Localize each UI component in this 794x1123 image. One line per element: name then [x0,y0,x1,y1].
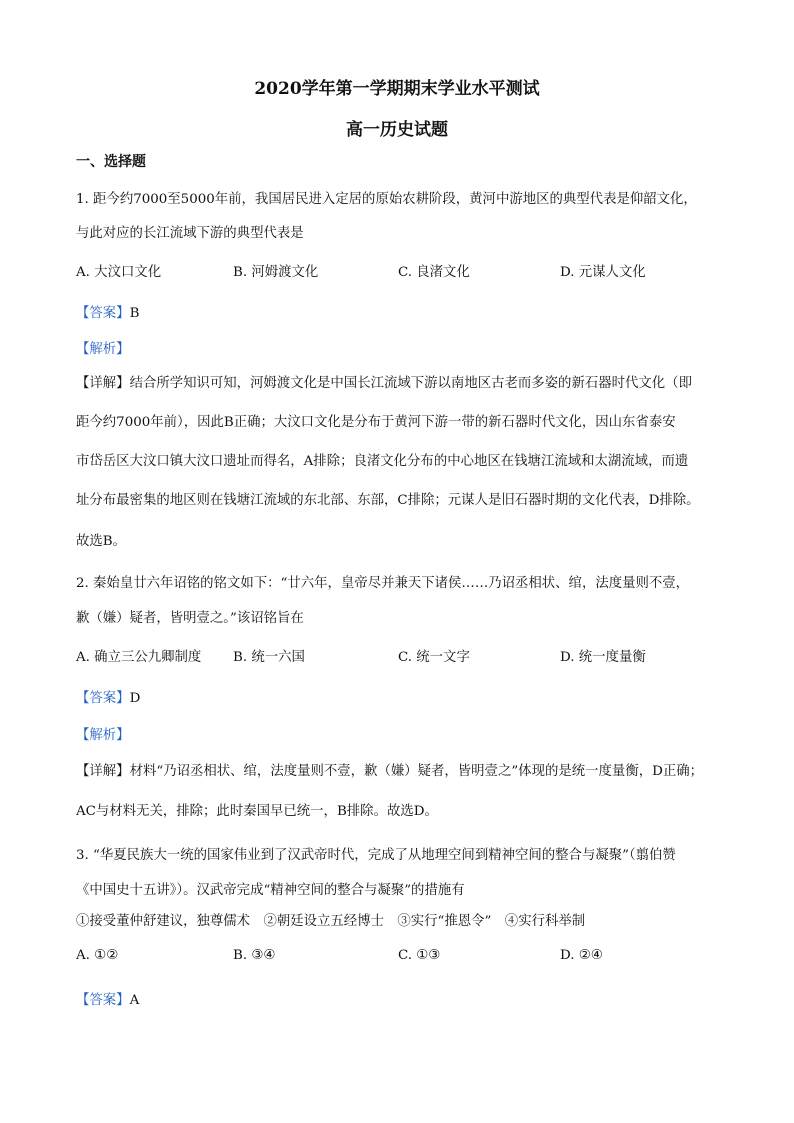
answer-tag: 【答案】 [76,993,130,1008]
q3-stem-line2: 《中国史十五讲》）。汉武帝完成“精神空间的整合与凝聚”的措施有 [76,883,465,898]
q2-stem-line1: 2. 秦始皇廿六年诏铭的铭文如下：“廿六年，皇帝尽并兼天下诸侯……乃诏丞相状、绾，法度量则不壹， [76,576,690,591]
q1-stem-line2: 与此对应的长江流域下游的典型代表是 [76,226,304,241]
q1-option-b: B. 河姆渡文化 [233,265,319,280]
q2-option-a: A. 确立三公九卿制度 [76,650,202,665]
q2-detail-line1 [76,760,703,779]
q3-option-a: A. ①② [76,948,119,963]
q2-detail-line2: AC与材料无关，排除；此时秦国早已统一，B排除。故选D。 [76,804,438,819]
q1-answer: B [129,306,140,321]
q2-analysis-tag: 【解析】 [76,728,130,743]
q3-stem-line1: 3. “华夏民族大一统的国家伟业到了汉武帝时代，完成了从地理空间到精神空间的整合与凝聚”（翦伯赞 [76,848,676,863]
q1-detail-line2: 距今约7000年前），因此B正确；大汶口文化是分布于黄河下游一带的新石器时代文化，因山东省泰安 [76,415,676,430]
q2-option-d: D. 统一度量衡 [560,650,646,665]
q1-detail-text1: 结合所学知识可知，河姆渡文化是中国长江流域下游以南地区古老而多姿的新石器时代文化（即 [129,376,692,391]
q1-option-a: A. 大汶口文化 [76,265,162,280]
q3-option-b: B. ③④ [233,948,276,963]
document-subtitle: 高一历史试题 [346,120,448,140]
q1-option-c: C. 良渚文化 [398,265,470,280]
q1-analysis-tag: 【解析】 [76,342,130,357]
q2-option-b: B. 统一六国 [233,650,305,665]
q2-option-c: C. 统一文字 [398,650,470,665]
q1-stem-line1: 1. 距今约7000至5000年前，我国居民进入定居的原始农耕阶段，黄河中游地区的典型代表是仰韶文化， [76,192,697,207]
q3-option-c: C. ①③ [398,948,441,963]
q1-detail-line1 [76,372,692,391]
document-title: 2020学年第一学期期末学业水平测试 [254,79,540,99]
detail-tag: 【详解】 [76,764,130,779]
section-heading: 一、选择题 [76,154,146,170]
q1-detail-line5: 故选B。 [76,534,127,549]
q1-detail-line4: 址分布最密集的地区则在钱塘江流域的东北部、东部，C排除；元谋人是旧石器时期的文化代表，D排除。 [76,493,700,508]
answer-tag: 【答案】 [76,691,130,706]
q2-answer: D [129,691,141,706]
q2-stem-line2: 歉（嫌）疑者，皆明壹之。”该诏铭旨在 [76,611,304,626]
q1-option-d: D. 元谋人文化 [560,265,646,280]
detail-tag: 【详解】 [76,376,130,391]
q1-detail-line3: 市岱岳区大汶口镇大汶口遗址而得名，A排除；良渚文化分布的中心地区在钱塘江流域和太湖流域，而遗 [76,454,689,469]
q1-answer-line [76,302,139,321]
q2-detail-text1: 材料“乃诏丞相状、绾，法度量则不壹，歉（嫌）疑者，皆明壹之”体现的是统一度量衡，D正确； [129,764,704,779]
q3-option-d: D. ②④ [560,948,603,963]
q3-stem-line3: ①接受董仲舒建议，独尊儒术 ②朝廷设立五经博士 ③实行“推恩令” ④实行科举制 [76,914,586,929]
q3-answer-line [76,989,139,1008]
q3-answer: A [129,993,140,1008]
answer-tag: 【答案】 [76,306,130,321]
q2-answer-line [76,687,140,706]
